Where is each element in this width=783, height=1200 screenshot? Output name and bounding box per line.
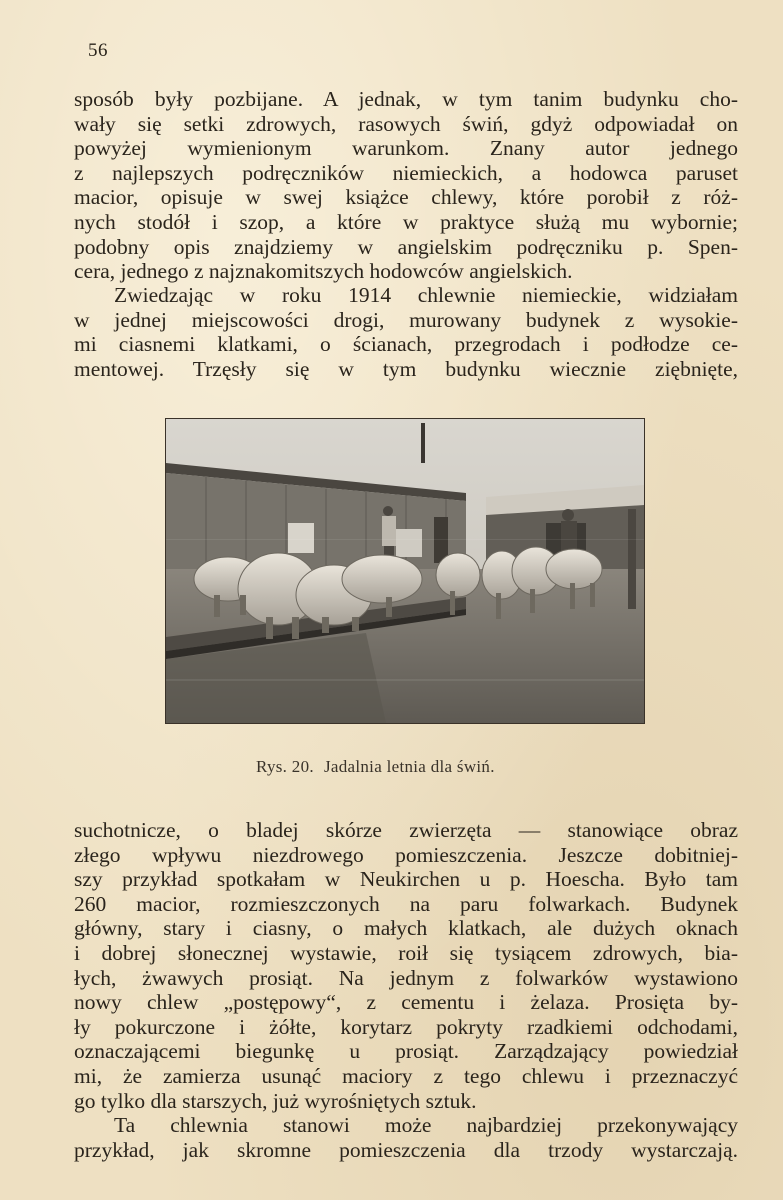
page-number: 56 <box>88 40 108 61</box>
text-line: i dobrej słonecznej wystawie, roił się tysiącem zdrowych, bia- <box>74 940 738 965</box>
text-line: główny, stary i ciasny, o małych klatkach, ale dużych oknach <box>74 916 738 941</box>
figure-caption <box>256 757 495 777</box>
text-line: mentowej. Trzęsły się w tym budynku wiecznie ziębnięte, <box>74 356 738 381</box>
text-line: nych stodół i szop, a które w praktyce służą mu wybornie; <box>74 209 738 234</box>
paragraph <box>74 87 738 284</box>
text-line: 260 macior, rozmieszczonych na paru folwarkach. Budynek <box>74 891 738 916</box>
pigs-photo-illustration <box>166 419 644 723</box>
figure-caption-text: Jadalnia letnia dla świń. <box>323 757 495 776</box>
text-line: złego wpływu niezdrowego pomieszczenia. Jeszcze dobitniej- <box>74 842 738 867</box>
text-line: cera, jednego z najznakomitszych hodowców angielskich. <box>74 259 573 284</box>
text-line: go tylko dla starszych, już wyrośniętych sztuk. <box>74 1088 477 1113</box>
text-line: szy przykład spotkałam w Neukirchen u p. Hoescha. Było tam <box>74 867 738 892</box>
text-line: macior, opisuje w swej książce chlewy, które porobił z róż- <box>74 185 738 210</box>
text-line: mi ciasnemi klatkami, o ścianach, przegrodach i podłodze ce- <box>74 332 738 357</box>
figure-photo <box>165 418 645 724</box>
text-line: Zwiedzając w roku 1914 chlewnie niemieckie, widziałam <box>114 283 738 307</box>
text-line: oznaczającemi biegunkę u prosiąt. Zarządzający powiedział <box>74 1039 738 1064</box>
text-line: ły pokurczone i żółte, korytarz pokryty rzadkiemi odchodami, <box>74 1014 738 1039</box>
text-line: suchotnicze, o bladej skórze zwierzęta — stanowiące obraz <box>74 818 738 842</box>
text-line: Ta chlewnia stanowi może najbardziej przekonywający <box>114 1113 738 1138</box>
text-line: łych, żwawych prosiąt. Na jednym z folwarków wystawiono <box>74 965 738 990</box>
paragraph <box>74 283 738 381</box>
text-line: powyżej wymienionym warunkom. Znany autor jednego <box>74 136 738 161</box>
text-line: przykład, jak skromne pomieszczenia dla trzody wystarczają. <box>74 1137 738 1162</box>
text-line: z najlepszych podręczników niemieckich, a hodowca paruset <box>74 160 738 185</box>
text-line: nowy chlew „postępowy“, z cementu i żelaza. Prosięta by- <box>74 990 738 1015</box>
text-line: sposób były pozbijane. A jednak, w tym tanim budynku cho- <box>74 87 738 111</box>
paragraph <box>74 818 738 1162</box>
text-line: wały się setki zdrowych, rasowych świń, gdyż odpowiadał on <box>74 111 738 136</box>
text-line: podobny opis znajdziemy w angielskim podręczniku p. Spen- <box>74 234 738 259</box>
figure-label: Rys. 20. <box>256 757 314 776</box>
text-line: w jednej miejscowości drogi, murowany budynek z wysokie- <box>74 307 738 332</box>
text-line: mi, że zamierza usunąć maciory z tego chlewu i przeznaczyć <box>74 1063 738 1088</box>
